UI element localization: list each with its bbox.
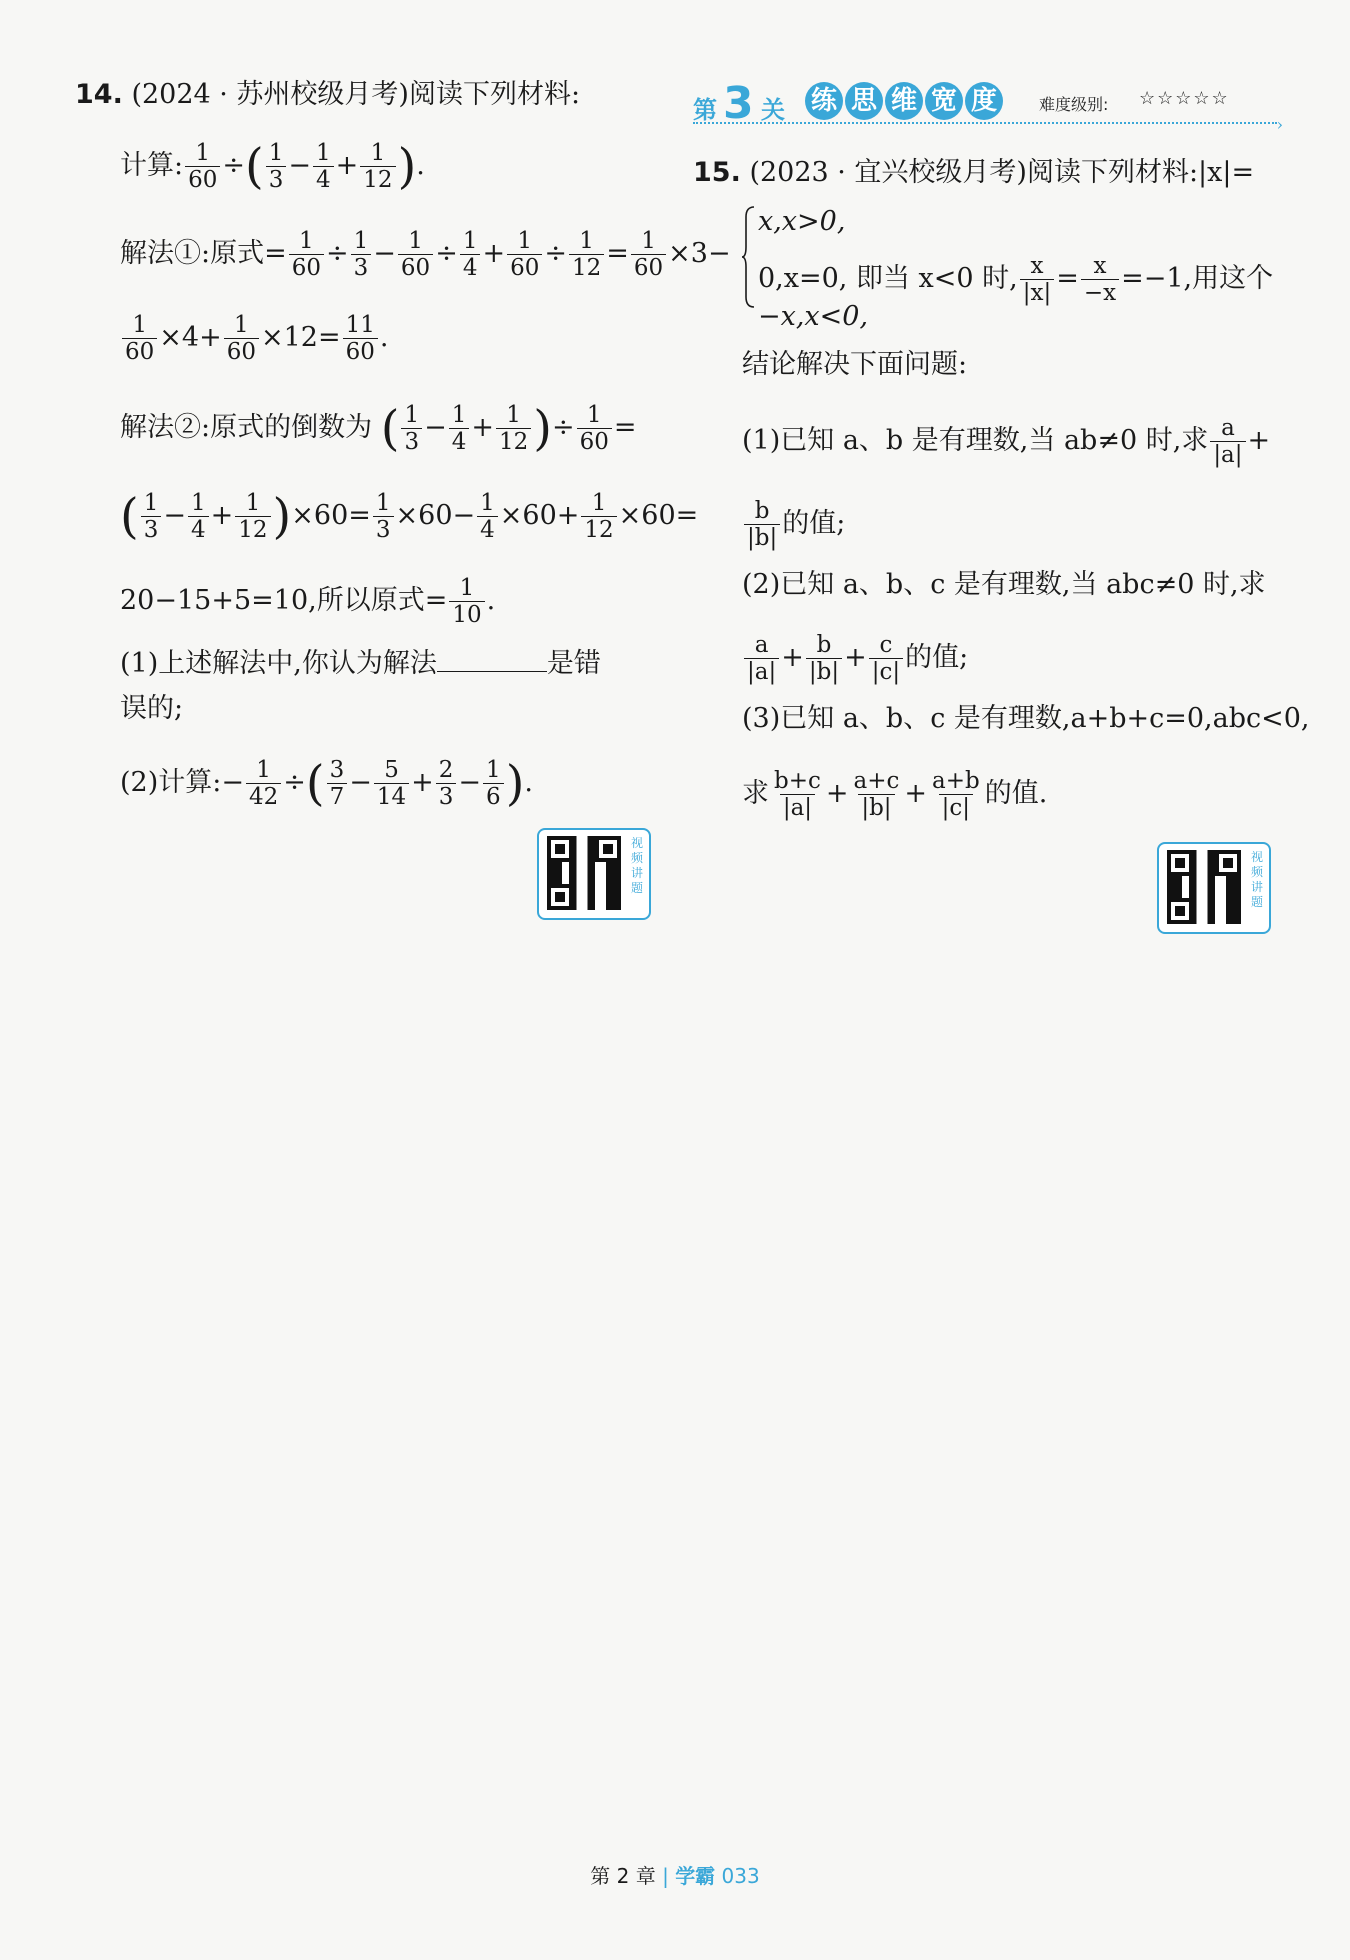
qr-code-video-right[interactable] [1157,842,1271,934]
brand-label: 学霸 [675,1864,716,1888]
q15-cases: x,x>0, 0,x=0, 即当 x<0 时, $\frac{x}{|x|}$ = $\frac{x}{-x}$ =−1,用这个 −x,x<0, [742,205,1302,325]
q15-source: (2023 · 宜兴校级月考)阅读下列材料:|x|= [749,157,1255,188]
q15-part1-line2: $\frac{b}{|b|}$ 的值; [742,498,845,551]
video-explain-label: 视频讲题 [1250,850,1263,909]
arrow-icon: › [1276,115,1283,134]
q15-part1: (1)已知 a、b 是有理数,当 ab≠0 时,求 $\frac{a}{|a|}$ + [742,415,1271,468]
section-banner: 第 3 关 练 思 维 宽 度 难度级别: ☆☆☆☆☆ › [693,78,1283,134]
qr-code-video-left[interactable] [537,828,651,920]
video-explain-label: 视频讲题 [630,836,643,895]
q14-method1: 解法①:原式= $\frac{1}{60}$ ÷ $\frac{1}{3}$ − $\frac{1}{60}$ ÷ $\frac{1}{4}$ + $\frac{1}{60}$ ÷ $\frac{1}{12}$ = $\frac{1}{60}$ ×3− [120,228,731,281]
difficulty-label: 难度级别: [1039,95,1109,114]
page-number: 033 [721,1864,760,1888]
q15-part3: (3)已知 a、b、c 是有理数,a+b+c=0,abc<0, [742,703,1310,734]
banner-title: 练 思 维 宽 度 [805,82,1003,120]
q14-method2-line3: 20−15+5=10,所以原式= $\frac{1}{10}$ . [120,575,496,628]
answer-blank[interactable] [437,645,547,672]
q14-method1-line2: $\frac{1}{60}$ ×4+ $\frac{1}{60}$ ×12= $\frac{11}{60}$ . [120,312,388,365]
q14-number: 14. [75,79,123,110]
q15-intro-tail: 结论解决下面问题: [742,349,968,380]
chapter-label: 第 2 章 [590,1864,656,1888]
q15-part2: (2)已知 a、b、c 是有理数,当 abc≠0 时,求 [742,569,1266,600]
q14-method2-line2: ( $\frac{1}{3}$ − $\frac{1}{4}$ + $\frac{1}{12}$ )×60= $\frac{1}{3}$ ×60− $\frac{1}{4}$ ×60+ $\frac{1}{12}$ ×60= [120,488,699,545]
q14-header [75,78,580,112]
page-footer: 第 2 章 | 学霸 033 [590,1864,760,1888]
q15-header [693,156,1254,190]
banner-divider [693,122,1277,124]
q15-part3-line2: 求 $\frac{b+c}{|a|}$ + $\frac{a+c}{|b|}$ + $\frac{a+b}{|c|}$ 的值. [742,768,1048,821]
q14-part2: (2)计算:− $\frac{1}{42}$ ÷( $\frac{3}{7}$ − $\frac{5}{14}$ + $\frac{2}{3}$ − $\frac{1}{6}$ ). [120,755,534,812]
left-brace [742,205,756,309]
q14-calc: 计算: $\frac{1}{60}$ ÷( $\frac{1}{3}$ − $\frac{1}{4}$ + $\frac{1}{12}$ ). [120,138,425,195]
q15-part2-line2: $\frac{a}{|a|}$ + $\frac{b}{|b|}$ + $\frac{c}{|c|}$ 的值; [742,632,968,685]
q14-part1: (1)上述解法中,你认为解法 是错 [120,645,601,681]
level-number: 3 [723,78,754,129]
difficulty-stars: ☆☆☆☆☆ [1139,88,1230,109]
q14-part1-line2: 误的; [120,693,184,724]
q14-method2: 解法②:原式的倒数为 ( $\frac{1}{3}$ − $\frac{1}{4}$ + $\frac{1}{12}$ )÷ $\frac{1}{60}$ = [120,400,637,457]
q14-source: (2024 · 苏州校级月考)阅读下列材料: [131,79,581,110]
q15-number: 15. [693,157,741,188]
